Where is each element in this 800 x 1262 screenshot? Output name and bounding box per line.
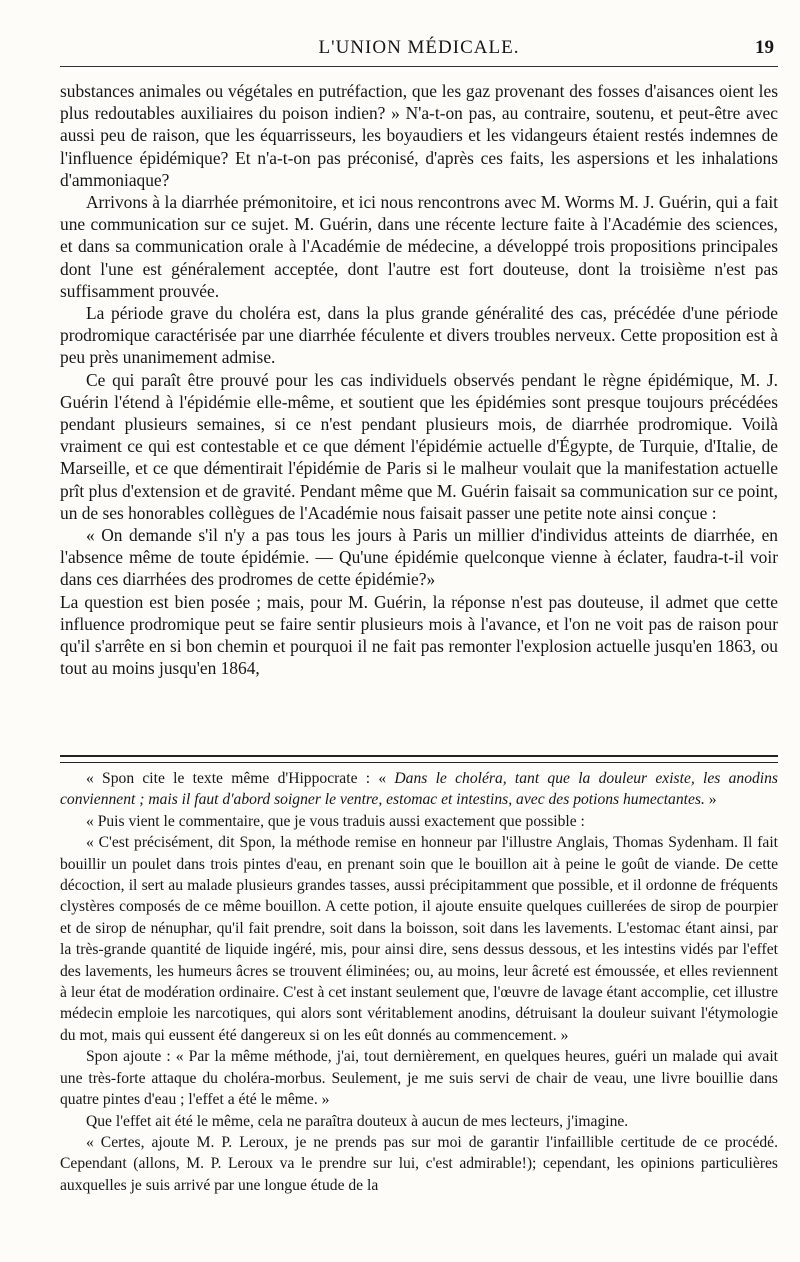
- footnote-quote-lead: « Spon cite le texte même d'Hippocrate : «: [86, 770, 395, 787]
- hippocrates-quote: Dans le choléra, tant que la douleur existe, les anodins conviennent ; mais il faut d'abord soigner le ventre, estomac et intestins, avec des potions humectantes.: [60, 770, 778, 809]
- paragraph: Arrivons à la diarrhée prémonitoire, et ici nous rencontrons avec M. Worms M. J. Guérin, qui a fait une communication sur ce sujet. M. Guérin, dans une récente lecture faite à l'Académie des sciences, et dans sa communication orale à l'Académie de médecine, a développé trois propositions principales dont l'une est généralement acceptée, dont l'autre est fort douteuse, dont la troisième n'est pas suffisamment prouvée.: [60, 192, 778, 301]
- footnote-paragraph: « C'est précisément, dit Spon, la méthode remise en honneur par l'illustre Anglais, Thomas Sydenham. Il fait bouillir un poulet dans trois pintes d'eau, en prenant soin que le bouillon ait à peine le goût de viande. De cette décoction, il sert au malade plusieurs grandes tasses, aussi précipitamment que possible, et il ordonne de fréquents clystères composés de ce même bouillon. A cette potion, il ajoute ensuite quelques cuillerées de sirop de pourpier et de sirop de nénuphar, qu'il fait prendre, soit dans la boisson, soit dans les lavements. L'estomac étant ainsi, par la très-grande quantité de liquide ingéré, mis, pour ainsi dire, sens dessus dessous, et les intestins vidés par l'effet des lavements, les humeurs âcres se trouvent éliminées; ou, au moins, leur âcreté est émoussée, et elles reviennent à leur état de modération ordinaire. C'est à cet instant seulement que, l'œuvre de lavage étant accomplie, cet illustre médecin emploie les narcotiques, qui alors sont véritablement anodins, détruisant la douleur suivant l'étymologie du mot, mais qui eussent été dangereux si on les eût donnés au commencement. »: [60, 834, 778, 1044]
- footnote-quote-end: »: [704, 791, 717, 809]
- page-number: 19: [755, 37, 774, 58]
- journal-page: [60, 0, 778, 1262]
- footnote-paragraph: Spon ajoute : « Par la même méthode, j'ai, tout dernièrement, en quelques heures, guéri un malade qui avait une très-forte attaque du choléra-morbus. Seulement, je me suis servi de chair de veau, une livre bouillie dans quatre pintes d'eau ; l'effet a été le même. »: [60, 1048, 778, 1109]
- main-text: [60, 80, 778, 679]
- footnote-separator: [60, 755, 778, 763]
- footnote-paragraph: « Certes, ajoute M. P. Leroux, je ne prends pas sur moi de garantir l'infaillible certitude de ce procédé. Cependant (allons, M. P. Leroux va le prendre sur lui, c'est admirable!); cependant, les opinions particulières auxquelles je suis arrivé par une longue étude de la: [60, 1133, 778, 1194]
- footnote-paragraph: Que l'effet ait été le même, cela ne paraîtra douteux à aucun de mes lecteurs, j'imagine.: [86, 1112, 629, 1130]
- running-head: [60, 0, 778, 60]
- paragraph: La période grave du choléra est, dans la plus grande généralité des cas, précédée d'une période prodromique caractérisée par une diarrhée féculente et divers troubles nerveux. Cette proposition est à peu près unanimement admise.: [60, 303, 778, 368]
- footnote-paragraph: [60, 768, 778, 811]
- header-rule: [60, 66, 778, 67]
- paragraph: La question est bien posée ; mais, pour M. Guérin, la réponse n'est pas douteuse, il admet que cette influence prodromique peut se faire sentir plusieurs mois à l'avance, et l'on ne voit pas de raison pour qu'il s'arrête en si bon chemin et pourquoi il ne fait pas remonter l'explosion actuelle jusqu'en 1863, ou tout au moins jusqu'en 1864,: [60, 591, 778, 679]
- paragraph: substances animales ou végétales en putréfaction, que les gaz provenant des fosses d'aisances oient les plus redoutables auxiliaires du poison indien? » N'a-t-on pas, au contraire, soutenu, et peut-être avec aussi peu de raison, que les équarrisseurs, les boyaudiers et les vidangeurs étaient restés indemnes de l'influence épidémique? Et n'a-t-on pas préconisé, d'après ces faits, les aspersions et les inhalations d'ammoniaque?: [60, 81, 778, 190]
- footnotes: [60, 768, 778, 1196]
- footnote-paragraph: « Puis vient le commentaire, que je vous traduis aussi exactement que possible :: [86, 812, 585, 830]
- quoted-note: « On demande s'il n'y a pas tous les jours à Paris un millier d'individus atteints de diarrhée, en l'absence même de toute épidémie. — Qu'une épidémie quelconque vienne à éclater, faudra-t-il voir dans ces diarrhées des prodromes de cette épidémie?»: [60, 525, 778, 590]
- paragraph: Ce qui paraît être prouvé pour les cas individuels observés pendant le règne épidémique, M. J. Guérin l'étend à l'épidémie elle-même, et soutient que les épidémies sont presque toujours précédées pendant plusieurs semaines, si ce n'est pendant plusieurs mois, de diarrhée prodromique. Voilà vraiment ce qui est contestable et ce que dément l'épidémie actuelle d'Égypte, de Turquie, d'Italie, de Marseille, et ce que démentirait l'épidémie de Paris si le malheur voulait que la manifestation actuelle prît plus d'extension et de gravité. Pendant même que M. Guérin faisait sa communication sur ce point, un de ses honorables collègues de l'Académie nous faisait passer une petite note ainsi conçue :: [60, 369, 778, 523]
- journal-title: L'UNION MÉDICALE.: [318, 37, 520, 58]
